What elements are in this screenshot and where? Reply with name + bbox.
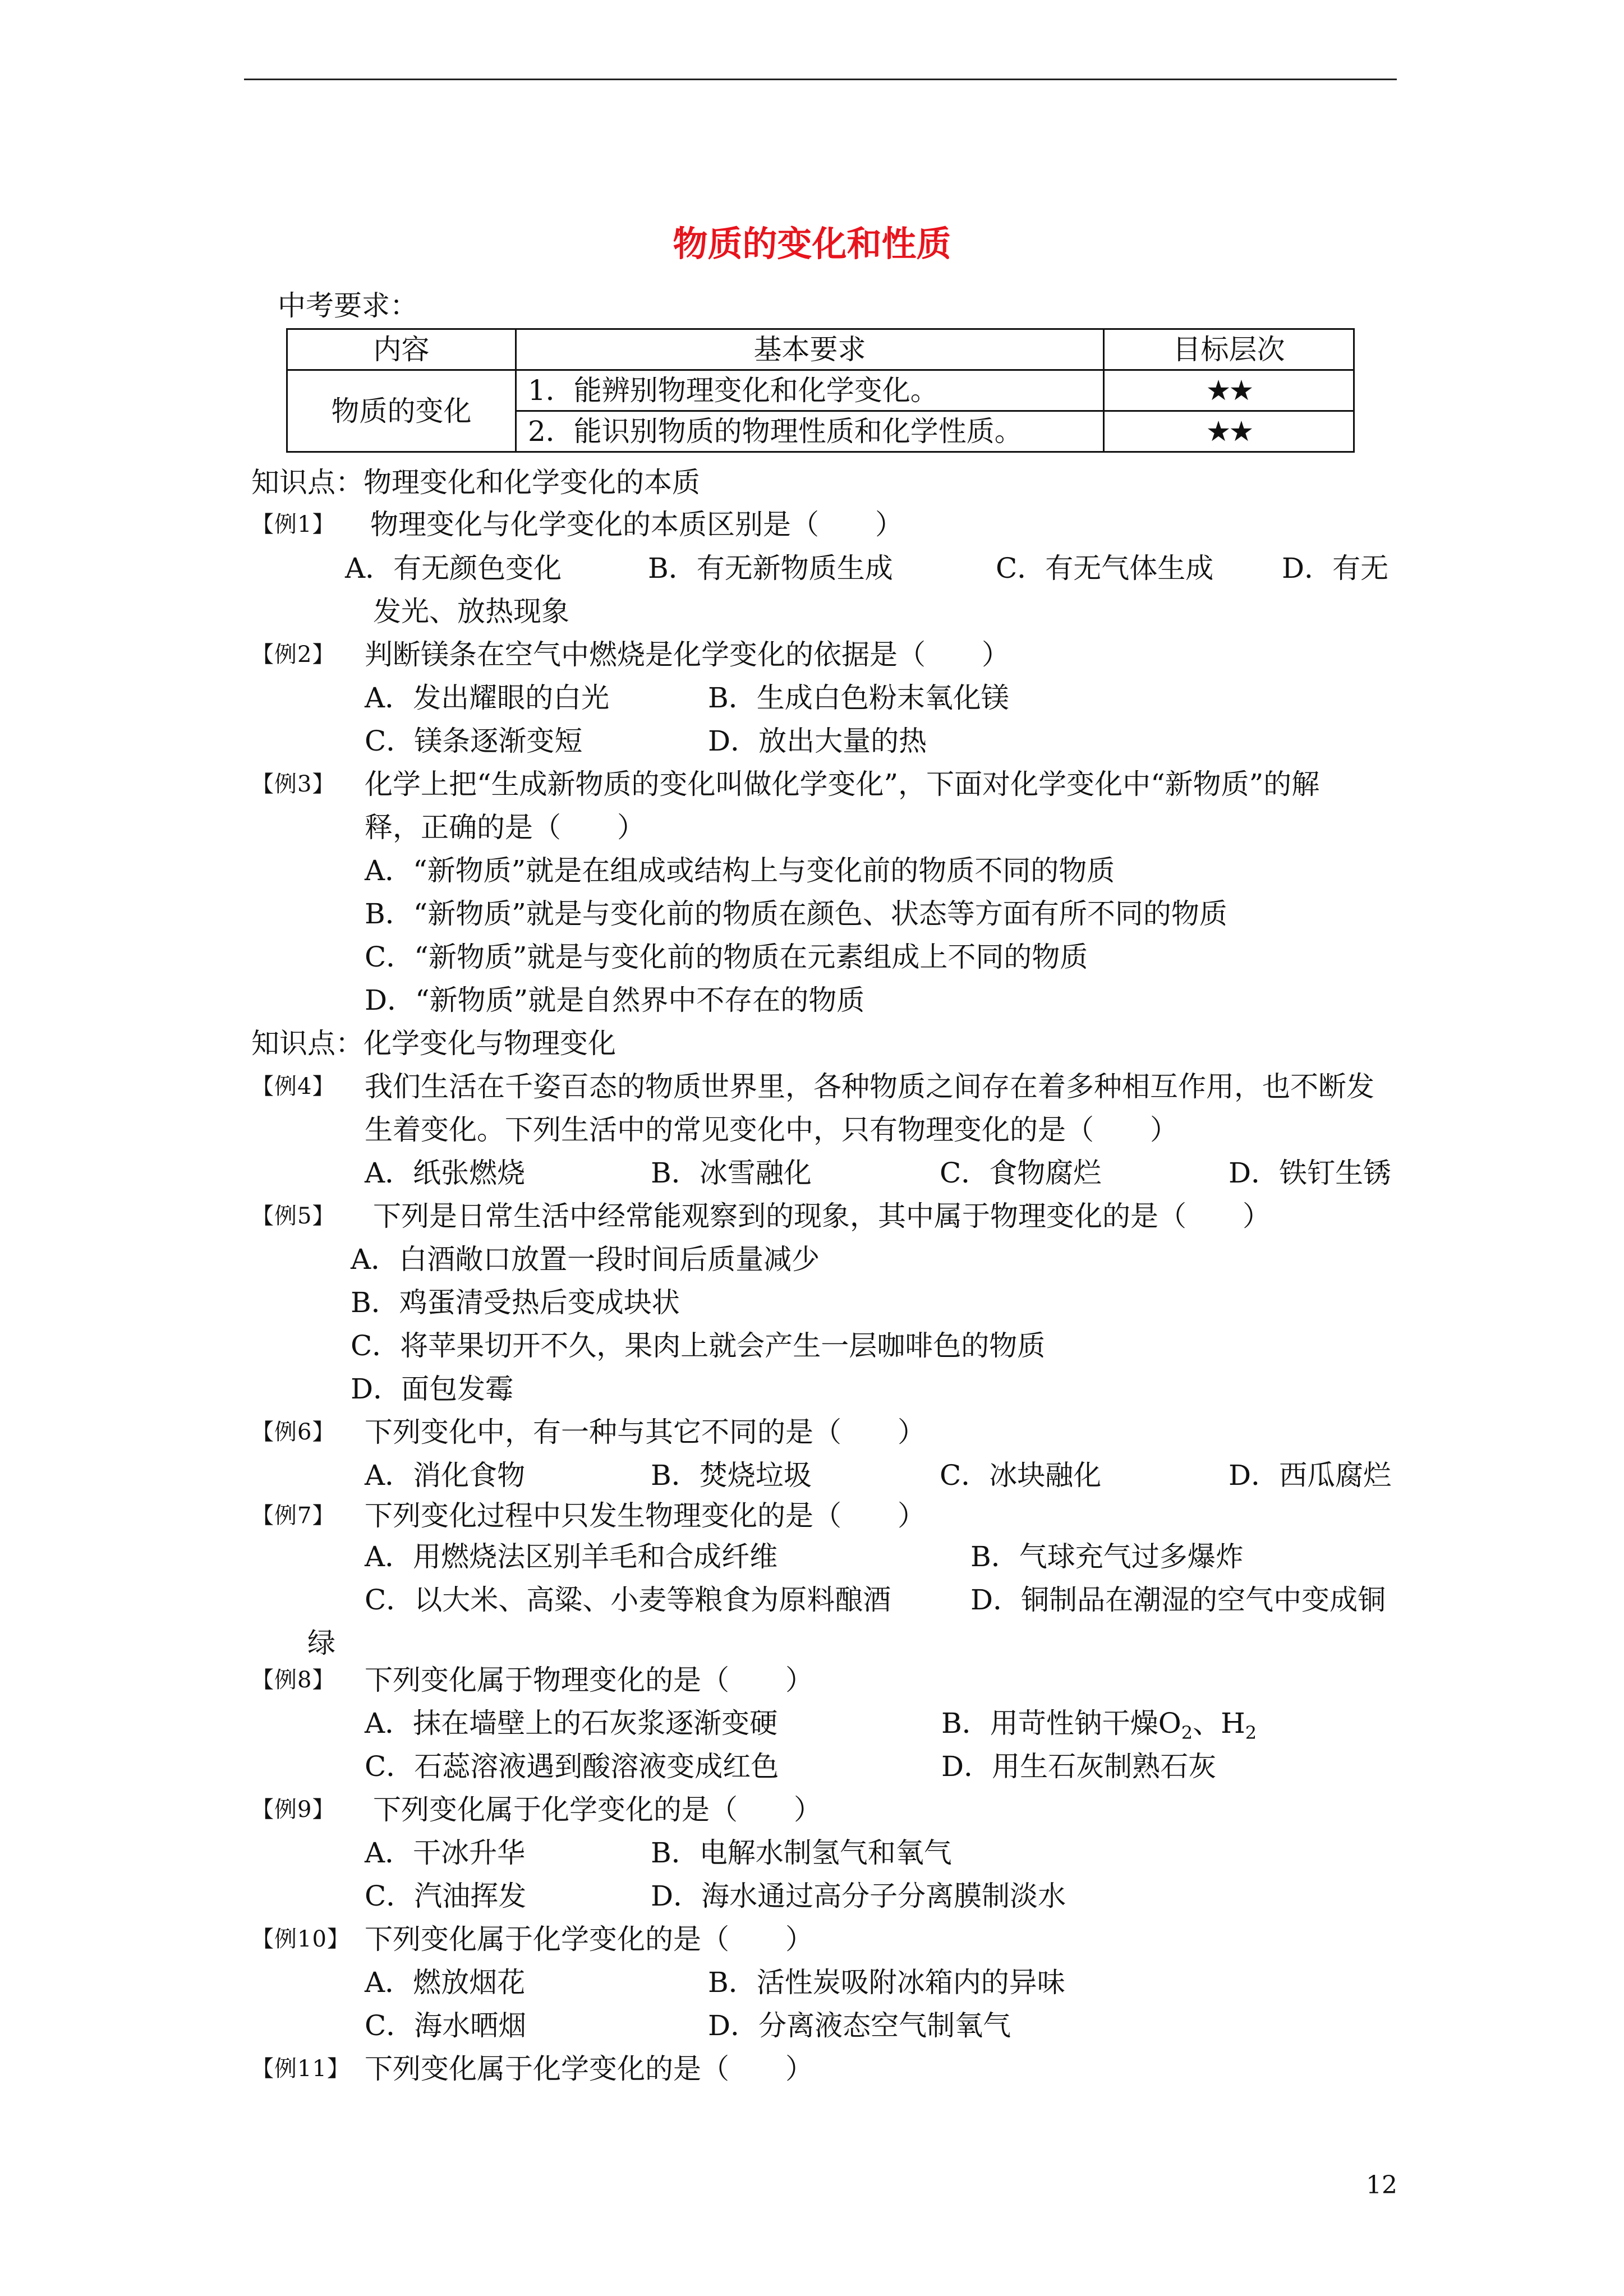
option-b: B．冰雪融化 [651, 1157, 812, 1189]
example-tag: 【例9】 [251, 1797, 335, 1823]
option-a: A．白酒敞口放置一段时间后质量减少 [351, 1243, 820, 1276]
option-d: D．西瓜腐烂 [1229, 1459, 1392, 1492]
example-tag: 【例1】 [251, 512, 335, 537]
option-d-continued: 发光、放热现象 [373, 595, 569, 628]
option-a: A．纸张燃烧 [365, 1157, 526, 1189]
option-d: D．分离液态空气制氧气 [708, 2009, 1011, 2042]
option-c: C．“新物质”就是与变化前的物质在元素组成上不同的物质 [365, 941, 1088, 973]
example-tag: 【例4】 [251, 1074, 335, 1099]
example-tag: 【例5】 [251, 1203, 335, 1229]
option-b: B．“新物质”就是与变化前的物质在颜色、状态等方面有所不同的物质 [365, 898, 1227, 930]
example-tag: 【例11】 [251, 2056, 350, 2082]
example-question: 下列变化中，有一种与其它不同的是（ ） [365, 1416, 926, 1448]
table-header-row [287, 329, 1354, 370]
example-question-continued: 生着变化。下列生活中的常见变化中，只有物理变化的是（ ） [365, 1114, 1178, 1146]
formula-separator: 、H [1193, 1707, 1245, 1740]
example-question: 判断镁条在空气中燃烧是化学变化的依据是（ ） [365, 638, 1010, 671]
option-b: B．活性炭吸附冰箱内的异味 [708, 1966, 1065, 1999]
example-question-continued: 释，正确的是（ ） [365, 811, 645, 844]
table-level-cell: ★★ [1104, 411, 1354, 452]
option-c: C．冰块融化 [940, 1459, 1102, 1492]
option-a: A．干冰升华 [365, 1837, 526, 1869]
example-tag: 【例8】 [251, 1667, 335, 1693]
formula-subscript: 2 [1245, 1722, 1257, 1743]
option-b-text: B．用苛性钠干燥 [941, 1707, 1158, 1740]
option-c: C．有无气体生成 [996, 552, 1214, 585]
option-a: A．消化食物 [365, 1459, 526, 1492]
option-b: B．生成白色粉末氧化镁 [708, 682, 1009, 714]
formula-subscript: 2 [1181, 1722, 1193, 1743]
option-c: C．食物腐烂 [940, 1157, 1102, 1189]
option-c: C．镁条逐渐变短 [365, 725, 583, 757]
example-tag: 【例10】 [251, 1926, 350, 1952]
table-requirement-cell: 1．能辨别物理变化和化学变化。 [516, 370, 1104, 411]
option-a: A．用燃烧法区别羊毛和合成纤维 [365, 1540, 778, 1573]
option-b: B．焚烧垃圾 [651, 1459, 812, 1492]
option-c: C．以大米、高粱、小麦等粮食为原料酿酒 [365, 1584, 891, 1616]
example-question: 我们生活在千姿百态的物质世界里，各种物质之间存在着多种相互作用，也不断发 [365, 1070, 1374, 1103]
option-c: C．汽油挥发 [365, 1880, 527, 1912]
option-a: A．燃放烟花 [365, 1966, 526, 1999]
option-b: B．气球充气过多爆炸 [970, 1540, 1244, 1573]
example-question: 下列变化属于化学变化的是（ ） [365, 2053, 813, 2085]
option-d: D．海水通过高分子分离膜制淡水 [651, 1880, 1066, 1912]
table-header-content: 内容 [287, 329, 516, 370]
table-row [287, 370, 1354, 411]
example-question: 下列变化属于化学变化的是（ ） [373, 1793, 822, 1826]
table-header-requirement: 基本要求 [516, 329, 1104, 370]
knowledge-point-heading: 知识点：化学变化与物理变化 [251, 1027, 616, 1060]
option-d: D．“新物质”就是自然界中不存在的物质 [365, 984, 865, 1016]
page-number: 12 [1366, 2171, 1397, 2200]
option-d: D．面包发霉 [351, 1373, 514, 1405]
option-b: B．电解水制氢气和氧气 [651, 1837, 952, 1869]
example-tag: 【例6】 [251, 1419, 335, 1445]
option-a: A．“新物质”就是在组成或结构上与变化前的物质不同的物质 [365, 854, 1115, 887]
option-d: D．铜制品在潮湿的空气中变成铜 [970, 1584, 1386, 1616]
example-tag: 【例3】 [251, 771, 335, 797]
option-a: A．抹在墙壁上的石灰浆逐渐变硬 [365, 1707, 778, 1740]
page-title: 物质的变化和性质 [673, 223, 951, 264]
option-b [941, 1706, 1257, 1750]
example-question: 物理变化与化学变化的本质区别是（ ） [370, 508, 903, 541]
option-d: D．放出大量的热 [708, 725, 927, 757]
oxygen-formula: O [1158, 1707, 1181, 1740]
option-c: C．海水晒烟 [365, 2009, 527, 2042]
example-question: 化学上把“生成新物质的变化叫做化学变化”，下面对化学变化中“新物质”的解 [365, 768, 1320, 800]
option-a: A．有无颜色变化 [345, 552, 562, 585]
example-tag: 【例2】 [251, 642, 335, 668]
option-c: C．石蕊溶液遇到酸溶液变成红色 [365, 1750, 779, 1783]
example-question: 下列变化属于化学变化的是（ ） [365, 1923, 813, 1955]
example-question: 下列变化属于物理变化的是（ ） [365, 1664, 813, 1696]
table-level-cell: ★★ [1104, 370, 1354, 411]
example-question: 下列变化过程中只发生物理变化的是（ ） [365, 1499, 926, 1532]
option-b: B．鸡蛋清受热后变成块状 [351, 1286, 680, 1319]
example-tag: 【例7】 [251, 1503, 335, 1529]
option-a: A．发出耀眼的白光 [365, 682, 610, 714]
option-c: C．将苹果切开不久，果肉上就会产生一层咖啡色的物质 [351, 1329, 1046, 1362]
option-d: D．有无 [1282, 552, 1389, 585]
knowledge-point-heading: 知识点：物理变化和化学变化的本质 [251, 466, 700, 499]
requirements-table [286, 328, 1355, 453]
table-header-level: 目标层次 [1104, 329, 1354, 370]
example-question: 下列是日常生活中经常能观察到的现象，其中属于物理变化的是（ ） [373, 1200, 1271, 1232]
table-category-cell: 物质的变化 [287, 370, 516, 452]
table-requirement-cell: 2．能识别物质的物理性质和化学性质。 [516, 411, 1104, 452]
option-d: D．用生石灰制熟石灰 [941, 1750, 1217, 1783]
option-d-continued: 绿 [307, 1627, 335, 1659]
requirements-label: 中考要求： [278, 289, 418, 322]
option-d: D．铁钉生锈 [1229, 1157, 1392, 1189]
header-rule [244, 79, 1397, 80]
option-b: B．有无新物质生成 [648, 552, 893, 585]
